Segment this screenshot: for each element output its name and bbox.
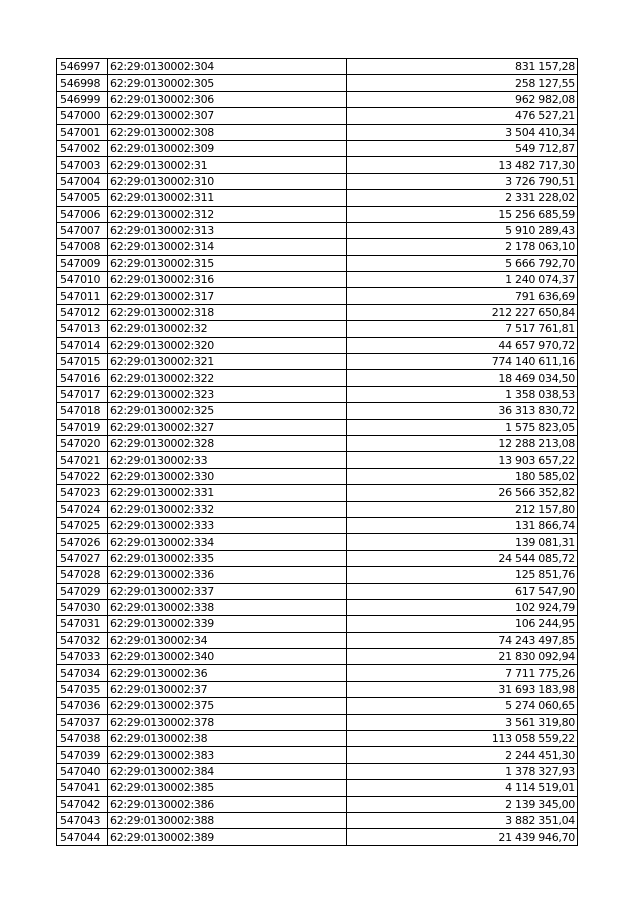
cadastral-value-cell: 617 547,90 — [347, 583, 578, 599]
cadastral-value-cell: 74 243 497,85 — [347, 632, 578, 648]
cadastral-value-cell: 258 127,55 — [347, 75, 578, 91]
table-row — [57, 108, 578, 124]
table-row — [57, 714, 578, 730]
cadastral-number-cell: 62:29:0130002:318 — [108, 304, 347, 320]
row-number-cell: 547017 — [57, 386, 108, 402]
table-row — [57, 534, 578, 550]
table-row — [57, 370, 578, 386]
cadastral-number-cell: 62:29:0130002:315 — [108, 255, 347, 271]
row-number-cell: 547034 — [57, 665, 108, 681]
cadastral-number-cell: 62:29:0130002:305 — [108, 75, 347, 91]
row-number-cell: 547043 — [57, 812, 108, 828]
cadastral-value-cell: 13 903 657,22 — [347, 452, 578, 468]
row-number-cell: 547010 — [57, 272, 108, 288]
table-row — [57, 632, 578, 648]
row-number-cell: 547021 — [57, 452, 108, 468]
cadastral-number-cell: 62:29:0130002:334 — [108, 534, 347, 550]
row-number-cell: 547003 — [57, 157, 108, 173]
cadastral-number-cell: 62:29:0130002:320 — [108, 337, 347, 353]
cadastral-number-cell: 62:29:0130002:389 — [108, 829, 347, 845]
table-row — [57, 812, 578, 828]
cadastral-number-cell: 62:29:0130002:322 — [108, 370, 347, 386]
cadastral-value-cell: 13 482 717,30 — [347, 157, 578, 173]
cadastral-value-cell: 1 575 823,05 — [347, 419, 578, 435]
table-row — [57, 288, 578, 304]
row-number-cell: 547042 — [57, 796, 108, 812]
cadastral-value-table — [56, 58, 578, 846]
cadastral-number-cell: 62:29:0130002:332 — [108, 501, 347, 517]
row-number-cell: 547014 — [57, 337, 108, 353]
cadastral-number-cell: 62:29:0130002:338 — [108, 599, 347, 615]
cadastral-number-cell: 62:29:0130002:375 — [108, 698, 347, 714]
cadastral-number-cell: 62:29:0130002:328 — [108, 435, 347, 451]
cadastral-number-cell: 62:29:0130002:383 — [108, 747, 347, 763]
cadastral-number-cell: 62:29:0130002:304 — [108, 59, 347, 75]
cadastral-value-cell: 12 288 213,08 — [347, 435, 578, 451]
row-number-cell: 547025 — [57, 517, 108, 533]
table-row — [57, 583, 578, 599]
row-number-cell: 547044 — [57, 829, 108, 845]
cadastral-number-cell: 62:29:0130002:34 — [108, 632, 347, 648]
cadastral-number-cell: 62:29:0130002:337 — [108, 583, 347, 599]
table-row — [57, 485, 578, 501]
table-row — [57, 419, 578, 435]
table-row — [57, 649, 578, 665]
cadastral-value-cell: 1 358 038,53 — [347, 386, 578, 402]
table-row — [57, 140, 578, 156]
table-row — [57, 91, 578, 107]
row-number-cell: 547004 — [57, 173, 108, 189]
table-row — [57, 698, 578, 714]
cadastral-value-cell: 26 566 352,82 — [347, 485, 578, 501]
cadastral-value-cell: 1 378 327,93 — [347, 763, 578, 779]
cadastral-value-cell: 791 636,69 — [347, 288, 578, 304]
cadastral-value-cell: 31 693 183,98 — [347, 681, 578, 697]
row-number-cell: 547035 — [57, 681, 108, 697]
table-row — [57, 517, 578, 533]
row-number-cell: 547020 — [57, 435, 108, 451]
cadastral-value-cell: 113 058 559,22 — [347, 731, 578, 747]
row-number-cell: 546999 — [57, 91, 108, 107]
cadastral-number-cell: 62:29:0130002:336 — [108, 567, 347, 583]
table-row — [57, 222, 578, 238]
cadastral-value-cell: 180 585,02 — [347, 468, 578, 484]
table-row — [57, 501, 578, 517]
cadastral-value-cell: 476 527,21 — [347, 108, 578, 124]
table-row — [57, 173, 578, 189]
cadastral-value-cell: 21 830 092,94 — [347, 649, 578, 665]
cadastral-number-cell: 62:29:0130002:339 — [108, 616, 347, 632]
cadastral-value-cell: 962 982,08 — [347, 91, 578, 107]
cadastral-number-cell: 62:29:0130002:327 — [108, 419, 347, 435]
table-row — [57, 452, 578, 468]
row-number-cell: 547000 — [57, 108, 108, 124]
cadastral-number-cell: 62:29:0130002:335 — [108, 550, 347, 566]
row-number-cell: 547036 — [57, 698, 108, 714]
row-number-cell: 547002 — [57, 140, 108, 156]
row-number-cell: 547006 — [57, 206, 108, 222]
cadastral-value-cell: 2 178 063,10 — [347, 239, 578, 255]
table-row — [57, 386, 578, 402]
table-row — [57, 124, 578, 140]
cadastral-number-cell: 62:29:0130002:313 — [108, 222, 347, 238]
cadastral-number-cell: 62:29:0130002:312 — [108, 206, 347, 222]
table-row — [57, 780, 578, 796]
table-row — [57, 599, 578, 615]
cadastral-value-cell: 131 866,74 — [347, 517, 578, 533]
row-number-cell: 547039 — [57, 747, 108, 763]
row-number-cell: 547026 — [57, 534, 108, 550]
row-number-cell: 547029 — [57, 583, 108, 599]
row-number-cell: 547027 — [57, 550, 108, 566]
table-row — [57, 321, 578, 337]
table-row — [57, 206, 578, 222]
table-row — [57, 403, 578, 419]
cadastral-value-cell: 212 227 650,84 — [347, 304, 578, 320]
cadastral-value-cell: 2 244 451,30 — [347, 747, 578, 763]
cadastral-number-cell: 62:29:0130002:32 — [108, 321, 347, 337]
cadastral-number-cell: 62:29:0130002:33 — [108, 452, 347, 468]
table-row — [57, 665, 578, 681]
row-number-cell: 547024 — [57, 501, 108, 517]
cadastral-value-cell: 3 504 410,34 — [347, 124, 578, 140]
cadastral-number-cell: 62:29:0130002:386 — [108, 796, 347, 812]
table-row — [57, 550, 578, 566]
row-number-cell: 547001 — [57, 124, 108, 140]
row-number-cell: 547013 — [57, 321, 108, 337]
table-row — [57, 796, 578, 812]
table-row — [57, 304, 578, 320]
cadastral-number-cell: 62:29:0130002:317 — [108, 288, 347, 304]
cadastral-number-cell: 62:29:0130002:316 — [108, 272, 347, 288]
cadastral-value-cell: 102 924,79 — [347, 599, 578, 615]
table-row — [57, 75, 578, 91]
row-number-cell: 547007 — [57, 222, 108, 238]
row-number-cell: 547015 — [57, 354, 108, 370]
table-row — [57, 468, 578, 484]
cadastral-value-cell: 5 274 060,65 — [347, 698, 578, 714]
row-number-cell: 547022 — [57, 468, 108, 484]
cadastral-number-cell: 62:29:0130002:36 — [108, 665, 347, 681]
cadastral-value-cell: 5 666 792,70 — [347, 255, 578, 271]
cadastral-number-cell: 62:29:0130002:314 — [108, 239, 347, 255]
row-number-cell: 547028 — [57, 567, 108, 583]
table-row — [57, 59, 578, 75]
table-row — [57, 747, 578, 763]
table-row — [57, 616, 578, 632]
cadastral-value-cell: 18 469 034,50 — [347, 370, 578, 386]
cadastral-value-cell: 3 561 319,80 — [347, 714, 578, 730]
cadastral-value-cell: 36 313 830,72 — [347, 403, 578, 419]
table-row — [57, 731, 578, 747]
table-row — [57, 272, 578, 288]
cadastral-value-cell: 2 331 228,02 — [347, 190, 578, 206]
cadastral-value-cell: 15 256 685,59 — [347, 206, 578, 222]
cadastral-value-cell: 125 851,76 — [347, 567, 578, 583]
row-number-cell: 547031 — [57, 616, 108, 632]
row-number-cell: 547038 — [57, 731, 108, 747]
cadastral-number-cell: 62:29:0130002:311 — [108, 190, 347, 206]
table-row — [57, 763, 578, 779]
table-row — [57, 354, 578, 370]
cadastral-value-cell: 2 139 345,00 — [347, 796, 578, 812]
table-row — [57, 190, 578, 206]
row-number-cell: 547033 — [57, 649, 108, 665]
cadastral-value-cell: 7 711 775,26 — [347, 665, 578, 681]
cadastral-value-cell: 1 240 074,37 — [347, 272, 578, 288]
row-number-cell: 547018 — [57, 403, 108, 419]
cadastral-number-cell: 62:29:0130002:309 — [108, 140, 347, 156]
table-row — [57, 239, 578, 255]
table-row — [57, 337, 578, 353]
cadastral-value-cell: 774 140 611,16 — [347, 354, 578, 370]
cadastral-value-cell: 4 114 519,01 — [347, 780, 578, 796]
table-row — [57, 681, 578, 697]
row-number-cell: 547005 — [57, 190, 108, 206]
row-number-cell: 547037 — [57, 714, 108, 730]
cadastral-number-cell: 62:29:0130002:385 — [108, 780, 347, 796]
cadastral-number-cell: 62:29:0130002:308 — [108, 124, 347, 140]
cadastral-value-cell: 212 157,80 — [347, 501, 578, 517]
cadastral-value-cell: 24 544 085,72 — [347, 550, 578, 566]
cadastral-value-cell: 831 157,28 — [347, 59, 578, 75]
cadastral-number-cell: 62:29:0130002:378 — [108, 714, 347, 730]
row-number-cell: 547008 — [57, 239, 108, 255]
cadastral-number-cell: 62:29:0130002:323 — [108, 386, 347, 402]
cadastral-value-cell: 5 910 289,43 — [347, 222, 578, 238]
cadastral-value-cell: 3 882 351,04 — [347, 812, 578, 828]
row-number-cell: 546998 — [57, 75, 108, 91]
row-number-cell: 547040 — [57, 763, 108, 779]
table-row — [57, 435, 578, 451]
row-number-cell: 547041 — [57, 780, 108, 796]
cadastral-value-cell: 549 712,87 — [347, 140, 578, 156]
cadastral-value-cell: 3 726 790,51 — [347, 173, 578, 189]
cadastral-number-cell: 62:29:0130002:321 — [108, 354, 347, 370]
cadastral-number-cell: 62:29:0130002:37 — [108, 681, 347, 697]
row-number-cell: 547009 — [57, 255, 108, 271]
row-number-cell: 547012 — [57, 304, 108, 320]
cadastral-number-cell: 62:29:0130002:38 — [108, 731, 347, 747]
cadastral-number-cell: 62:29:0130002:31 — [108, 157, 347, 173]
table-row — [57, 829, 578, 845]
cadastral-number-cell: 62:29:0130002:307 — [108, 108, 347, 124]
cadastral-number-cell: 62:29:0130002:330 — [108, 468, 347, 484]
table-row — [57, 567, 578, 583]
cadastral-number-cell: 62:29:0130002:340 — [108, 649, 347, 665]
table-row — [57, 157, 578, 173]
cadastral-number-cell: 62:29:0130002:384 — [108, 763, 347, 779]
row-number-cell: 547016 — [57, 370, 108, 386]
row-number-cell: 546997 — [57, 59, 108, 75]
row-number-cell: 547023 — [57, 485, 108, 501]
cadastral-value-cell: 21 439 946,70 — [347, 829, 578, 845]
cadastral-number-cell: 62:29:0130002:306 — [108, 91, 347, 107]
table-body — [57, 59, 578, 846]
table-row — [57, 255, 578, 271]
cadastral-value-cell: 106 244,95 — [347, 616, 578, 632]
cadastral-value-cell: 7 517 761,81 — [347, 321, 578, 337]
cadastral-value-cell: 44 657 970,72 — [347, 337, 578, 353]
cadastral-number-cell: 62:29:0130002:388 — [108, 812, 347, 828]
cadastral-number-cell: 62:29:0130002:325 — [108, 403, 347, 419]
cadastral-number-cell: 62:29:0130002:331 — [108, 485, 347, 501]
cadastral-value-cell: 139 081,31 — [347, 534, 578, 550]
row-number-cell: 547030 — [57, 599, 108, 615]
cadastral-number-cell: 62:29:0130002:333 — [108, 517, 347, 533]
row-number-cell: 547011 — [57, 288, 108, 304]
cadastral-number-cell: 62:29:0130002:310 — [108, 173, 347, 189]
row-number-cell: 547032 — [57, 632, 108, 648]
row-number-cell: 547019 — [57, 419, 108, 435]
